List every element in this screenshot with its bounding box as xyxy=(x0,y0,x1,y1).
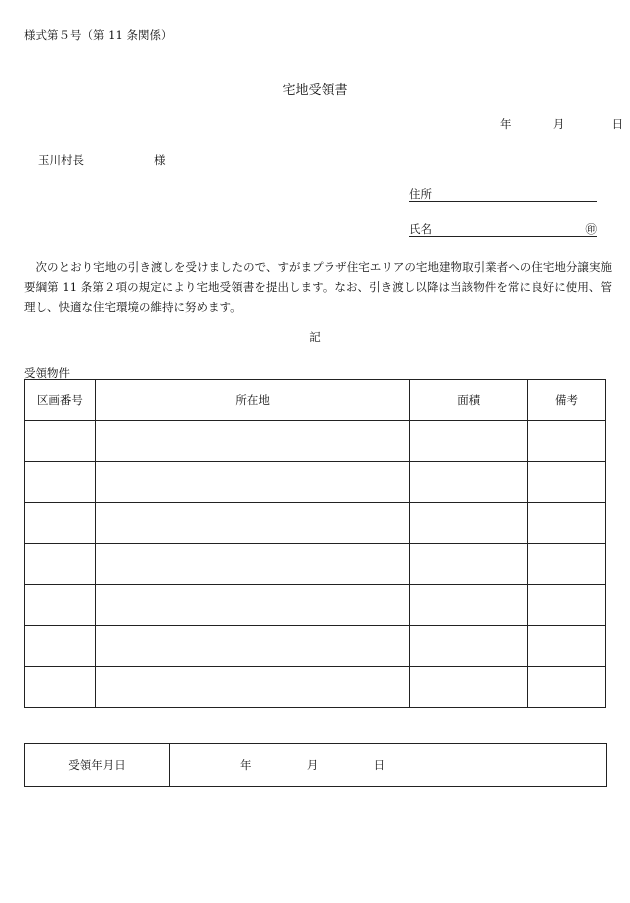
receipt-year-label: 年 xyxy=(240,758,252,772)
table-row xyxy=(25,462,606,503)
table-cell[interactable] xyxy=(25,626,96,667)
name-field[interactable] xyxy=(409,222,597,237)
receipt-date-label: 受領年月日 xyxy=(25,744,170,787)
table-cell[interactable] xyxy=(25,462,96,503)
name-label: 氏名 xyxy=(409,222,432,236)
receipt-day-label: 日 xyxy=(373,758,386,772)
receipt-row xyxy=(25,744,607,787)
table-cell[interactable] xyxy=(528,462,606,503)
column-header-remarks: 備考 xyxy=(528,380,606,421)
column-header-area: 面積 xyxy=(410,380,528,421)
table-row xyxy=(25,626,606,667)
address-field[interactable] xyxy=(409,187,597,202)
table-cell[interactable] xyxy=(95,462,409,503)
recipient-honorific: 様 xyxy=(154,153,166,167)
table-cell[interactable] xyxy=(528,667,606,708)
recipient xyxy=(38,152,166,168)
property-table xyxy=(24,379,606,708)
body-text: 次のとおり宅地の引き渡しを受けましたので、すがまプラザ住宅エリアの宅地建物取引業者への住宅地分譲実施要綱第 11 条第２項の規定により宅地受領書を提出します。なお、引き渡し以降は当該物件を常に良好に使用、管理し、快適な住宅環境の維持に努めます。 xyxy=(24,260,612,314)
receipt-date-table xyxy=(24,743,607,787)
table-cell[interactable] xyxy=(25,421,96,462)
property-label: 受領物件 xyxy=(24,366,70,380)
table-row xyxy=(25,585,606,626)
table-cell[interactable] xyxy=(410,503,528,544)
table-cell[interactable] xyxy=(25,503,96,544)
table-cell[interactable] xyxy=(410,667,528,708)
table-cell[interactable] xyxy=(95,585,409,626)
table-cell[interactable] xyxy=(95,626,409,667)
date-line xyxy=(500,116,623,132)
date-month-label: 月 xyxy=(552,117,565,131)
table-cell[interactable] xyxy=(410,462,528,503)
column-header-location: 所在地 xyxy=(95,380,409,421)
table-cell[interactable] xyxy=(95,544,409,585)
table-cell[interactable] xyxy=(528,626,606,667)
seal-mark: ㊞ xyxy=(585,222,597,236)
table-row xyxy=(25,667,606,708)
table-cell[interactable] xyxy=(410,421,528,462)
table-cell[interactable] xyxy=(528,544,606,585)
table-cell[interactable] xyxy=(410,544,528,585)
table-cell[interactable] xyxy=(528,503,606,544)
table-header-row xyxy=(25,380,606,421)
receipt-month-label: 月 xyxy=(306,758,319,772)
form-number: 様式第５号（第 11 条関係） xyxy=(24,28,173,42)
table-cell[interactable] xyxy=(25,667,96,708)
table-row xyxy=(25,503,606,544)
table-cell[interactable] xyxy=(95,421,409,462)
recipient-name: 玉川村長 xyxy=(38,153,84,167)
column-header-lot-number: 区画番号 xyxy=(25,380,96,421)
table-cell[interactable] xyxy=(25,544,96,585)
table-cell[interactable] xyxy=(528,585,606,626)
address-label: 住所 xyxy=(409,187,432,201)
document-title: 宅地受領書 xyxy=(282,83,348,98)
receipt-date-field[interactable] xyxy=(170,744,607,787)
table-cell[interactable] xyxy=(95,667,409,708)
date-year-label: 年 xyxy=(500,117,512,131)
date-day-label: 日 xyxy=(611,117,624,131)
table-cell[interactable] xyxy=(410,585,528,626)
table-cell[interactable] xyxy=(528,421,606,462)
table-cell[interactable] xyxy=(410,626,528,667)
table-row xyxy=(25,421,606,462)
table-cell[interactable] xyxy=(25,585,96,626)
table-row xyxy=(25,544,606,585)
table-cell[interactable] xyxy=(95,503,409,544)
ki-heading: 記 xyxy=(309,330,321,344)
